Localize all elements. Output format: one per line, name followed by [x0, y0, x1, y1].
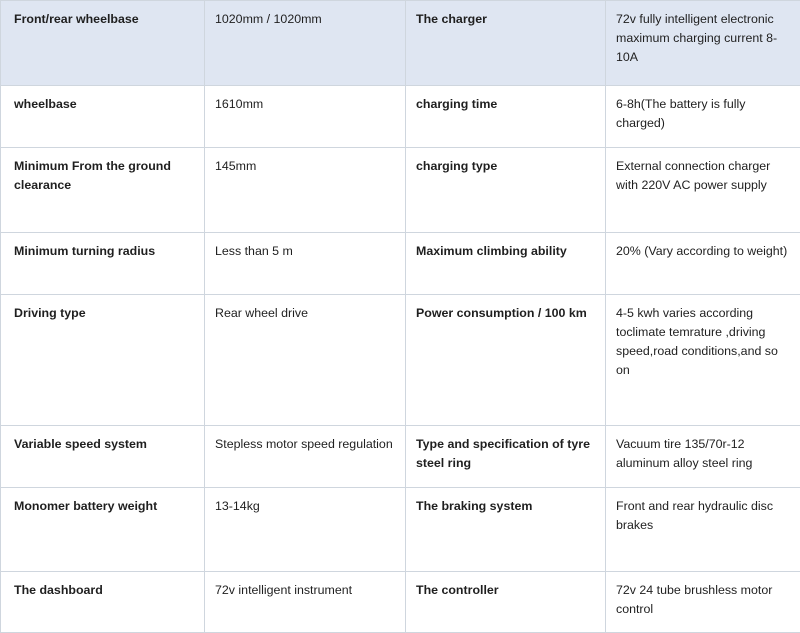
table-row	[1, 295, 800, 426]
spec-label-cell: Variable speed system	[1, 426, 205, 488]
spec-label-cell: Type and specification of tyre steel ring	[406, 426, 606, 488]
table-row	[1, 86, 800, 148]
spec-value-cell: Vacuum tire 135/70r-12 aluminum alloy steel ring	[606, 426, 800, 488]
spec-value-cell: Less than 5 m	[205, 233, 406, 295]
spec-value-cell: 72v intelligent instrument	[205, 572, 406, 633]
table-row	[1, 148, 800, 233]
spec-value-cell: Stepless motor speed regulation	[205, 426, 406, 488]
spec-value-cell: 72v 24 tube brushless motor control	[606, 572, 800, 633]
spec-label-cell: Minimum From the ground clearance	[1, 148, 205, 233]
spec-label-cell: charging type	[406, 148, 606, 233]
spec-label-cell: The dashboard	[1, 572, 205, 633]
spec-value-cell: External connection charger with 220V AC power supply	[606, 148, 800, 233]
table-row	[1, 572, 800, 633]
spec-label-cell: charging time	[406, 86, 606, 148]
spec-value-cell: Rear wheel drive	[205, 295, 406, 426]
spec-value-cell: Front and rear hydraulic disc brakes	[606, 488, 800, 572]
spec-value-cell: 1020mm / 1020mm	[205, 1, 406, 86]
spec-label-cell: The controller	[406, 572, 606, 633]
spec-label-cell: The braking system	[406, 488, 606, 572]
spec-label-cell: Driving type	[1, 295, 205, 426]
spec-value-cell: 6-8h(The battery is fully charged)	[606, 86, 800, 148]
spec-value-cell: 72v fully intelligent electronic maximum charging current 8-10A	[606, 1, 800, 86]
spec-value-cell: 4-5 kwh varies according toclimate temrature ,driving speed,road conditions,and so on	[606, 295, 800, 426]
spec-value-cell: 1610mm	[205, 86, 406, 148]
spec-label-cell: The charger	[406, 1, 606, 86]
spec-label-cell: Maximum climbing ability	[406, 233, 606, 295]
table-row	[1, 1, 800, 86]
spec-label-cell: Power consumption / 100 km	[406, 295, 606, 426]
spec-label-cell: Minimum turning radius	[1, 233, 205, 295]
spec-value-cell: 20% (Vary according to weight)	[606, 233, 800, 295]
spec-label-cell: Front/rear wheelbase	[1, 1, 205, 86]
spec-value-cell: 145mm	[205, 148, 406, 233]
table-row	[1, 426, 800, 488]
table-row	[1, 488, 800, 572]
spec-value-cell: 13-14kg	[205, 488, 406, 572]
spec-label-cell: Monomer battery weight	[1, 488, 205, 572]
table-row	[1, 233, 800, 295]
spec-label-cell: wheelbase	[1, 86, 205, 148]
